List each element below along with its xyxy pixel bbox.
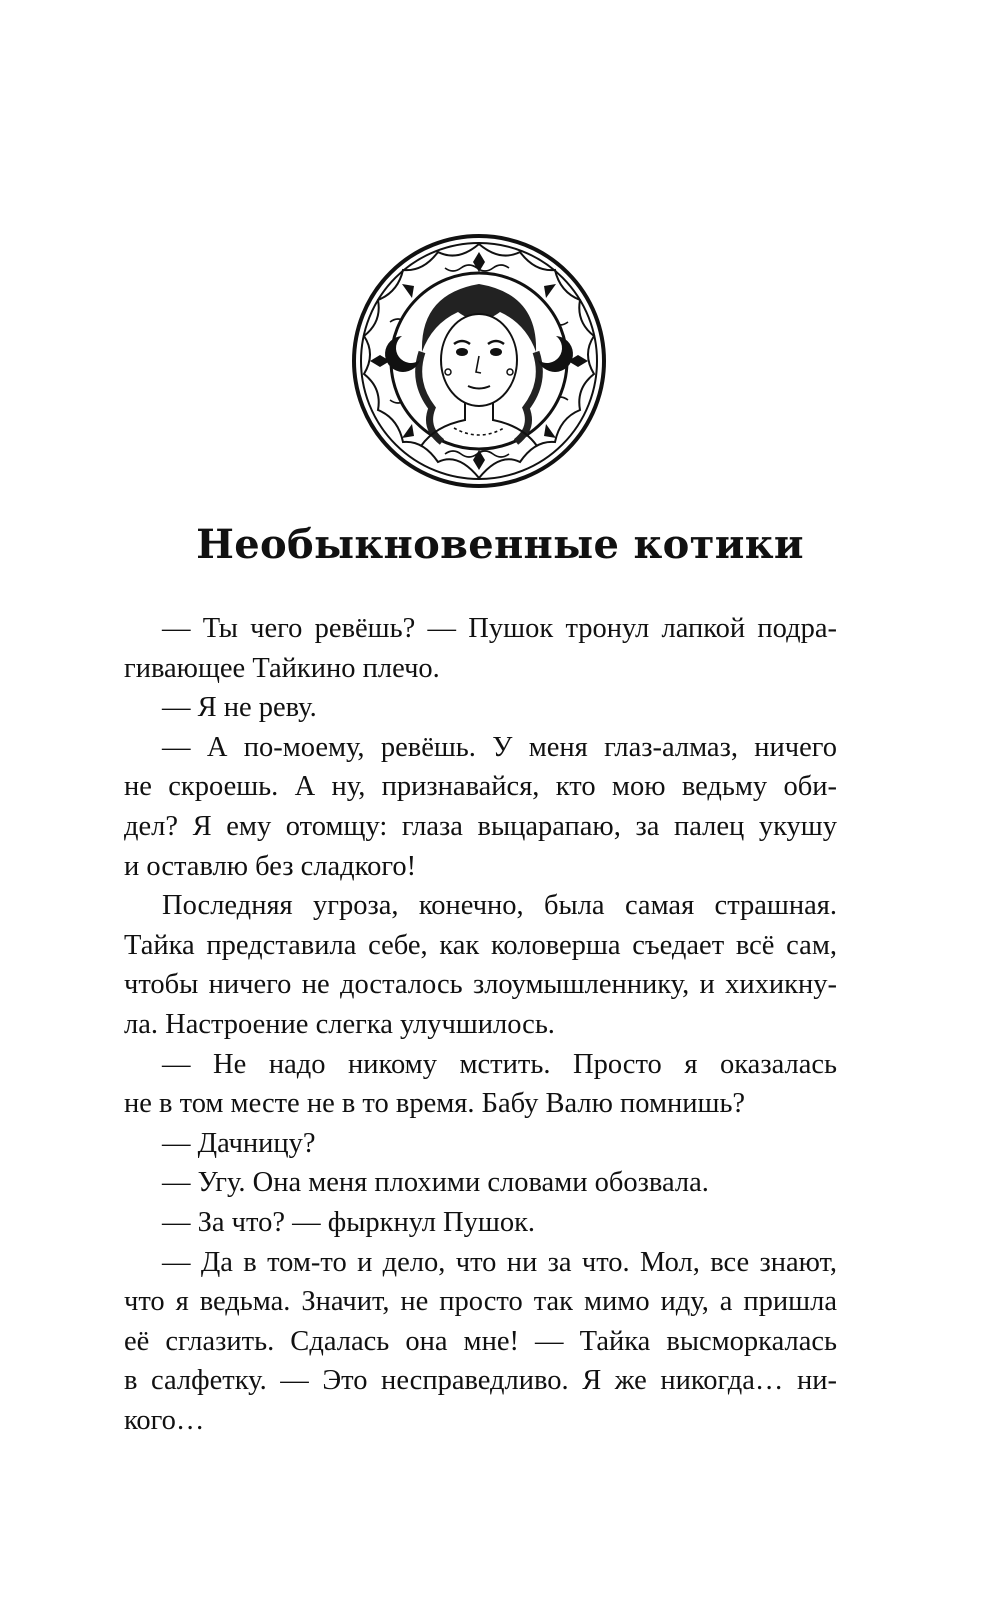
text-line: не в том месте не в то время. Бабу Валю помнишь?	[124, 1088, 746, 1120]
text-line: — Угу. Она меня плохими словами обозвала.	[162, 1167, 709, 1199]
text-line: ла. Настроение слегка улучшилось.	[124, 1008, 555, 1040]
text-line: дел? Я ему отомщу: глаза выцарапаю, за палец укушу	[124, 810, 837, 842]
text-line: — Не надо никому мстить. Просто я оказалась	[162, 1048, 837, 1080]
text-line: что я ведьма. Значит, не просто так мимо иду, а пришла	[124, 1286, 837, 1318]
chapter-body	[124, 609, 837, 1440]
text-line: — Да в том-то и дело, что ни за что. Мол, все знают,	[162, 1246, 837, 1278]
text-line: Последняя угроза, конечно, была самая страшная.	[162, 890, 837, 922]
text-line: — Я не реву.	[162, 692, 317, 724]
text-line: и оставлю без сладкого!	[124, 850, 417, 882]
portrait-of-girl-in-ornamental-circle-icon	[350, 232, 608, 490]
chapter-illustration	[350, 232, 608, 490]
text-line: кого…	[124, 1404, 205, 1436]
text-line: в салфетку. — Это несправедливо. Я же никогда… ни-	[124, 1365, 837, 1397]
text-line: — Дачницу?	[162, 1127, 316, 1159]
text-line: Тайка представила себе, как коловерша съедает всё сам,	[124, 929, 837, 961]
text-line: — За что? — фыркнул Пушок.	[162, 1206, 536, 1238]
text-line: гивающее Тайкино плечо.	[124, 652, 440, 684]
text-line: её сглазить. Сдалась она мне! — Тайка высморкалась	[124, 1325, 837, 1357]
text-line: чтобы ничего не досталось злоумышленнику, и хихикну-	[124, 969, 837, 1001]
chapter-title: Необыкновенные котики	[196, 521, 804, 568]
text-line: не скроешь. А ну, признавайся, кто мою ведьму оби-	[124, 771, 837, 803]
text-line: — А по-моему, ревёшь. У меня глаз-алмаз, ничего	[162, 731, 837, 763]
text-line: — Ты чего ревёшь? — Пушок тронул лапкой подра-	[162, 613, 837, 644]
